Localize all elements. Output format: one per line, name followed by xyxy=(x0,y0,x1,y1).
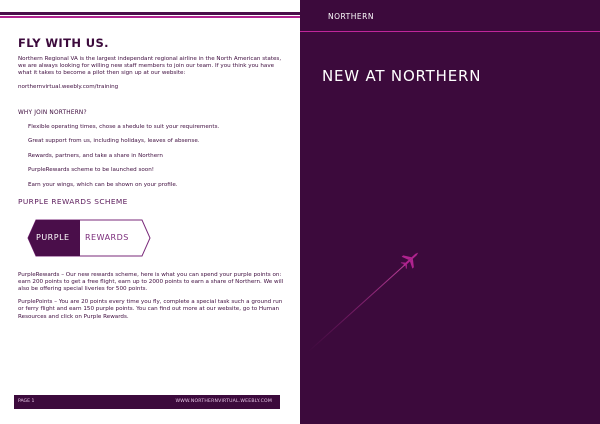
logo-purple-text: PURPLE xyxy=(36,232,70,242)
page-footer xyxy=(14,395,280,409)
footer-url[interactable]: WWW.NORTHERNVIRTUAL.WEEBLY.COM xyxy=(175,399,272,404)
list-item: Earn your wings, which can be shown on your profile. xyxy=(28,181,178,188)
list-item: Rewards, partners, and take a share in Northern xyxy=(28,152,163,159)
list-item: PurpleRewards scheme to be launched soon! xyxy=(28,167,155,174)
purple-points-paragraph: PurplePoints – You are 20 points every time you fly, complete a special task such a ground run or ferry flight and earn 150 purple points. You can find out more at our website, go to Human Resources and click on Purple Rewards. xyxy=(18,299,283,320)
top-stripe-pink xyxy=(0,16,300,18)
why-join-heading: WHY JOIN NORTHERN? xyxy=(18,109,87,116)
website-link[interactable]: northernvirtual.weebly.com/training xyxy=(18,83,119,90)
top-stripe-dark xyxy=(0,12,300,15)
page-title: FLY WITH US. xyxy=(18,36,109,50)
purple-rewards-paragraph: PurpleRewards – Our new rewards scheme, here is what you can spend your purple points on: earn 200 points to get a free flight, earn up to 2000 points to earn a share of Northern. We will also be offering special liveries for 500 points. xyxy=(18,271,284,293)
intro-paragraph: Northern Regional VA is the largest independant regional airline in the North American states, we are always looking for willing new staff members to join our team. If you think you have what it takes to become a pilot then sign up at our website: xyxy=(18,56,282,77)
brand-label: NORTHERN xyxy=(328,12,374,21)
plane-trail xyxy=(308,262,408,352)
list-item: Great support from us, including holidays, leaves of absense. xyxy=(28,138,200,145)
headline: NEW AT NORTHERN xyxy=(322,67,482,85)
rewards-heading: PURPLE REWARDS SCHEME xyxy=(18,196,128,206)
purple-rewards-logo xyxy=(22,218,152,258)
list-item: Flexible operating times, chose a shedule to suit your requirements. xyxy=(28,123,220,130)
right-page xyxy=(300,0,600,424)
left-content xyxy=(18,36,286,327)
plane-trail-graphic xyxy=(300,0,600,424)
logo-rewards-text: REWARDS xyxy=(85,232,129,242)
page-number: PAGE 1 xyxy=(18,399,35,404)
why-join-list xyxy=(18,124,286,189)
